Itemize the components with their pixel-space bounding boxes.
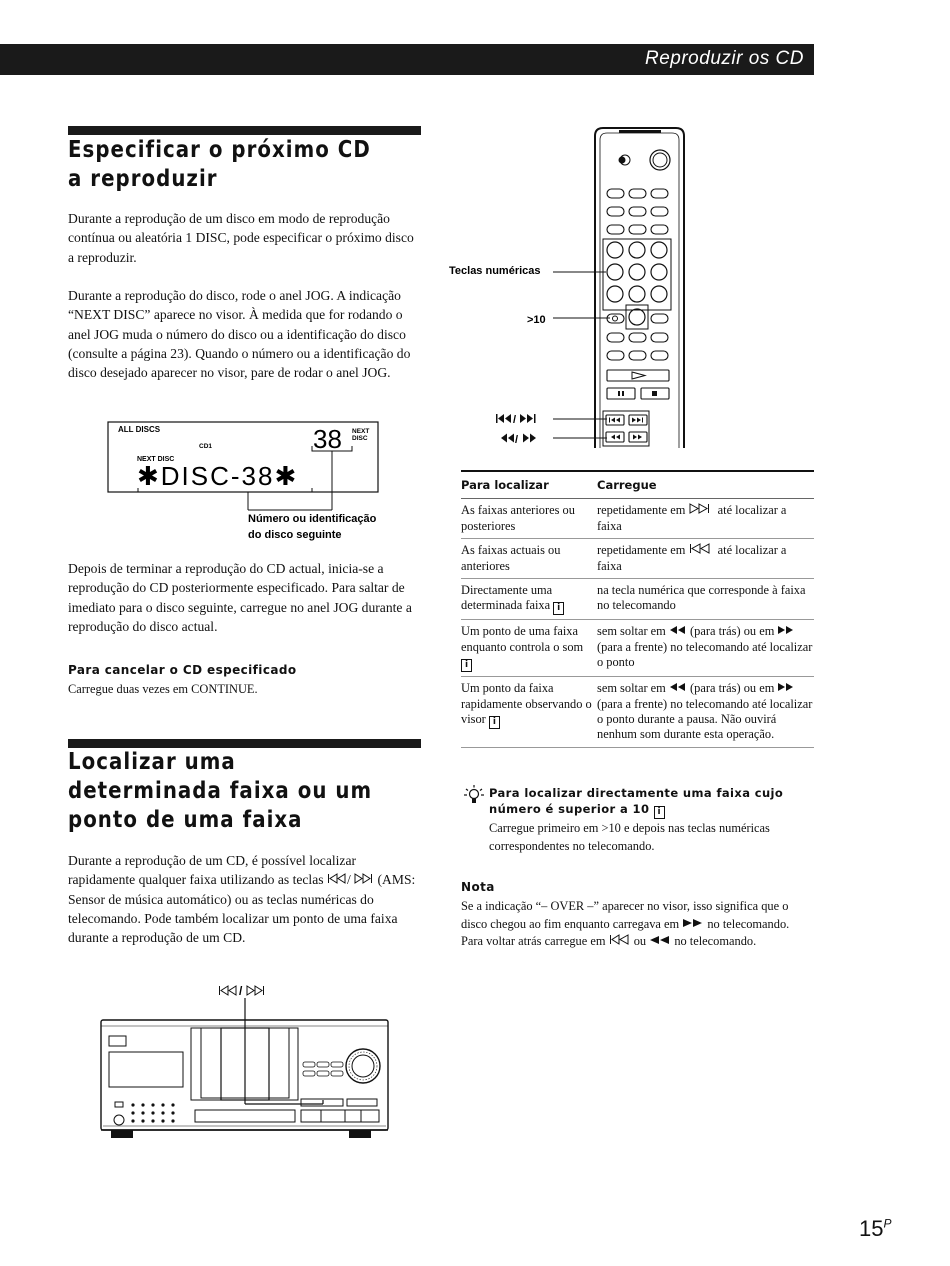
table-cell: sem soltar em (para trás) ou em (para a frente) no telecomando até localizar o ponto [597, 620, 814, 677]
table-row [461, 677, 814, 748]
svg-text:/: / [513, 414, 517, 426]
table-cell: repetidamente em até localizar a faixa [597, 539, 814, 579]
cancel-text: Carregue duas vezes em CONTINUE. [68, 682, 258, 696]
display-next: NEXT [352, 428, 370, 435]
paragraph: Durante a reprodução de um CD, é possível localizar rapidamente qualquer faixa utilizando as teclas / (AMS: Sensor de música automático) ou as teclas numéricas do telecomando. Pode também localizar um ponto de uma faixa durante a reprodução de um CD. [68, 853, 416, 946]
display-main-text: ✱DISC-38✱ [137, 461, 299, 491]
header-title: Reproduzir os CD [645, 48, 804, 69]
tip-title: Para localizar directamente uma faixa cujo número é superior a 10 i [489, 786, 784, 817]
rewind-icon [501, 434, 514, 443]
display-disc: DISC [352, 435, 368, 442]
rewind-icon [669, 625, 687, 635]
skip-forward-icon [689, 503, 715, 514]
page-number: $15^P$ [859, 1216, 892, 1241]
section-rule [68, 126, 421, 135]
label-numeric-keys: Teclas numéricas [449, 265, 541, 277]
table-row [461, 620, 814, 677]
fast-forward-icon [682, 918, 704, 928]
info-icon: i [489, 716, 500, 729]
note-text: Se a indicação “– OVER –” aparecer no visor, isso significa que o disco chegou ao fim enquanto carregava em no telecomando. Para voltar atrás carregue em ou no telecomando. [461, 899, 790, 948]
label-scan [501, 434, 536, 447]
skip-back-icon [609, 934, 631, 945]
rewind-icon [669, 682, 687, 692]
table-row [461, 579, 814, 620]
label-skip [496, 414, 536, 426]
table-header: Carregue [597, 471, 814, 499]
svg-text:/: / [515, 434, 519, 446]
header-bar [0, 44, 814, 75]
info-icon: i [461, 659, 472, 672]
callout-label-1: Número ou identificação [248, 513, 377, 525]
table-row [461, 499, 814, 539]
label-10-key: >10 [527, 314, 546, 326]
cd-player-illustration [95, 980, 395, 1158]
table-cell: sem soltar em (para trás) ou em (para a frente) no telecomando até localizar o ponto durante a pausa. Não ouvirá nenhum som durante esta operação. [597, 677, 814, 748]
skip-back-icon [496, 414, 511, 423]
display-illustration [100, 418, 430, 546]
paragraph: Durante a reprodução do disco, rode o anel JOG. A indicação “NEXT DISC” aparece no visor. À medida que for rodando o anel JOG muda o número do disco ou a identificação do disco (consulte a página 23). Quando o número ou a identificação do disco desejado aparecer no visor, pare de rodar o anel JOG. [68, 288, 411, 381]
section-rule [68, 739, 421, 748]
skip-forward-icon [247, 986, 264, 995]
fast-forward-icon [777, 625, 795, 635]
locate-table [461, 470, 814, 748]
svg-text:/: / [239, 984, 243, 998]
info-icon: i [654, 806, 665, 819]
rewind-icon [649, 935, 671, 945]
tip-bulb-icon [463, 784, 485, 806]
cancel-subheading: Para cancelar o CD especificado [68, 663, 297, 677]
display-number: 38 [313, 424, 342, 454]
table-row [461, 539, 814, 579]
table-cell: Directamente uma determinada faixa i [461, 579, 597, 620]
table-cell: na tecla numérica que corresponde à faixa no telecomando [597, 579, 814, 620]
fast-forward-icon [523, 434, 536, 443]
info-icon: i [553, 602, 564, 615]
callout-label-2: do disco seguinte [248, 529, 342, 541]
table-cell: Um ponto de uma faixa enquanto controla o som i [461, 620, 597, 677]
display-all-discs: ALL DISCS [118, 425, 161, 434]
remote-control-illustration [440, 122, 700, 452]
section-title: Localizar uma determinada faixa ou um ponto de uma faixa [68, 749, 373, 833]
skip-back-icon [220, 986, 237, 995]
section-title: Especificar o próximo CD a reproduzir [68, 137, 371, 192]
display-next-disc: NEXT DISC [137, 456, 175, 463]
table-cell: repetidamente em até localizar a faixa [597, 499, 814, 539]
table-header: Para localizar [461, 471, 597, 499]
table-cell: Um ponto da faixa rapidamente observando o visor i [461, 677, 597, 748]
skip-back-icon [689, 543, 715, 554]
paragraph: Durante a reprodução de um disco em modo de reprodução contínua ou aleatória 1 DISC, pode especificar o próximo disco a reproduzir. [68, 211, 414, 265]
table-cell: As faixas actuais ou anteriores [461, 539, 597, 579]
player-label [220, 984, 264, 998]
display-cd1: CD1 [199, 443, 213, 450]
skip-back-icon [327, 873, 347, 884]
table-cell: As faixas anteriores ou posteriores [461, 499, 597, 539]
fast-forward-icon [777, 682, 795, 692]
tip-text: Carregue primeiro em >10 e depois nas teclas numéricas correspondentes no telecomando. [489, 821, 770, 853]
skip-forward-icon [354, 873, 374, 884]
note-title: Nota [461, 880, 495, 894]
skip-forward-icon [520, 414, 536, 423]
paragraph: Depois de terminar a reprodução do CD actual, inicia-se a reprodução do CD posteriormente especificado. Para saltar de imediato para o disco seguinte, carregue no anel JOG durante a reprodução do disco actual. [68, 561, 412, 634]
